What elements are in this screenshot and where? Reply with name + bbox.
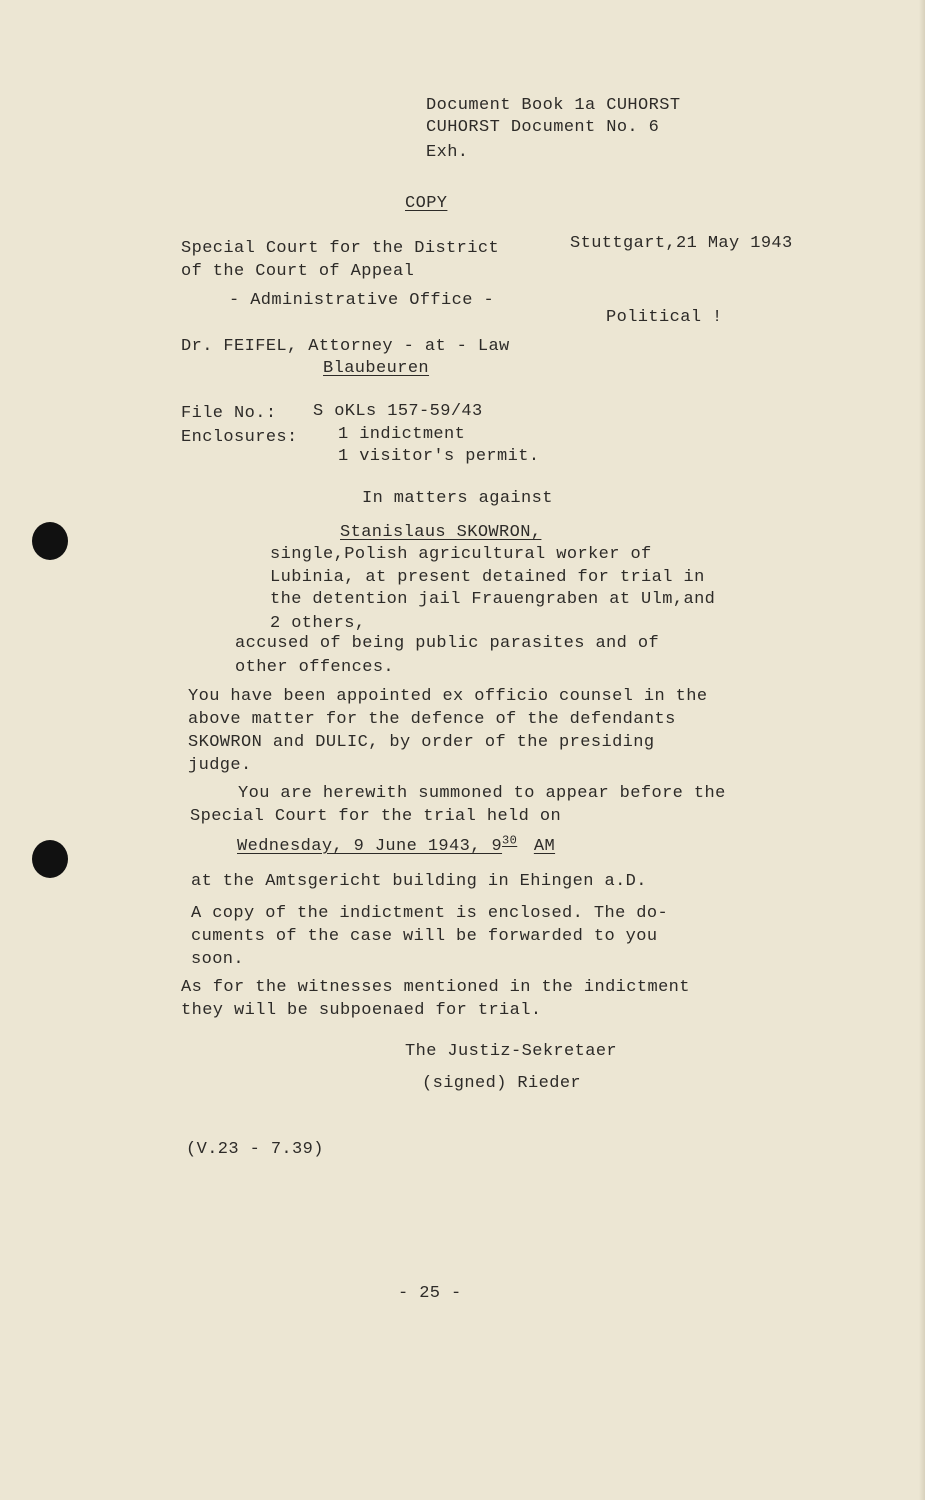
body-p2-line-2: Special Court for the trial held on <box>190 807 562 826</box>
accused-line-1: accused of being public parasites and of <box>235 634 660 653</box>
recipient-name: Dr. FEIFEL, Attorney - at - Law <box>181 337 510 356</box>
defendant-desc-2: Lubinia, at present detained for trial in <box>270 568 705 587</box>
trial-location: at the Amtsgericht building in Ehingen a.D. <box>191 872 647 891</box>
body-p1-line-3: SKOWRON and DULIC, by order of the presiding <box>188 733 655 752</box>
header-document-no: CUHORST Document No. 6 <box>426 118 660 137</box>
page-edge <box>919 0 925 1500</box>
recipient-city: Blaubeuren <box>323 359 430 378</box>
defendant-desc-3: the detention jail Frauengraben at Ulm,and <box>270 590 716 609</box>
punch-hole-bottom <box>32 840 68 878</box>
signature-signed: (signed) Rieder <box>422 1074 582 1093</box>
body-p3-line-1: A copy of the indictment is enclosed. The do- <box>191 904 669 923</box>
file-no-label: File No.: <box>181 404 277 423</box>
trial-time-ampm: AM <box>533 837 556 856</box>
enclosures-label: Enclosures: <box>181 428 298 447</box>
signature-title: The Justiz-Sekretaer <box>405 1042 618 1061</box>
defendant-desc-4: 2 others, <box>270 614 366 633</box>
trial-date-main: Wednesday, 9 June 1943, 9 <box>237 837 503 856</box>
header-exhibit: Exh. <box>426 143 469 162</box>
trial-date <box>237 833 556 858</box>
body-p1-line-4: judge. <box>188 756 252 775</box>
header-document-book: Document Book 1a CUHORST <box>426 96 681 115</box>
trial-time-minutes: 30 <box>502 833 518 848</box>
sender-line-1: Special Court for the District <box>181 239 500 258</box>
defendant-name: Stanislaus SKOWRON, <box>340 523 542 542</box>
sender-line-2: of the Court of Appeal <box>181 262 415 281</box>
copy-label: COPY <box>405 194 448 213</box>
enclosure-item-2: 1 visitor's permit. <box>338 447 540 466</box>
form-number: (V.23 - 7.39) <box>186 1140 324 1159</box>
body-p1-line-1: You have been appointed ex officio counsel in the <box>188 687 708 706</box>
defendant-desc-1: single,Polish agricultural worker of <box>270 545 652 564</box>
file-no-value: S oKLs 157-59/43 <box>313 402 483 421</box>
sender-office: - Administrative Office - <box>229 291 495 310</box>
accused-line-2: other offences. <box>235 658 395 677</box>
body-p1-line-2: above matter for the defence of the defendants <box>188 710 676 729</box>
matter-intro: In matters against <box>362 489 553 508</box>
body-p3-line-3: soon. <box>191 950 245 969</box>
political-mark: Political ! <box>606 308 723 327</box>
body-p4-line-2: they will be subpoenaed for trial. <box>181 1001 542 1020</box>
punch-hole-top <box>32 522 68 560</box>
page-number: - 25 - <box>398 1284 462 1303</box>
body-p4-line-1: As for the witnesses mentioned in the indictment <box>181 978 690 997</box>
body-p2-line-1: You are herewith summoned to appear before the <box>238 784 726 803</box>
body-p3-line-2: cuments of the case will be forwarded to you <box>191 927 658 946</box>
enclosure-item-1: 1 indictment <box>338 425 466 444</box>
place-date: Stuttgart,21 May 1943 <box>570 234 793 253</box>
